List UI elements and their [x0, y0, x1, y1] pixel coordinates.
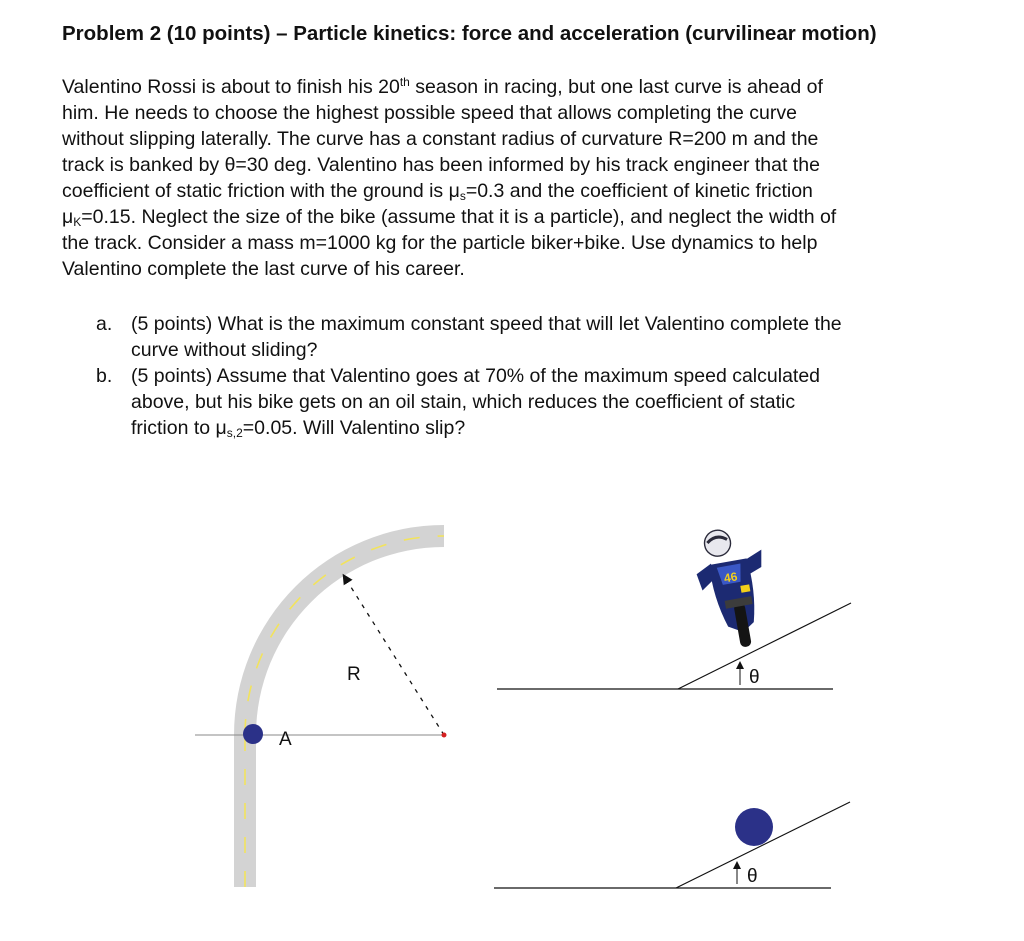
particle-at-a — [243, 724, 263, 744]
slope-line-upper — [678, 603, 851, 689]
particle-slope-figure — [494, 802, 850, 888]
question-a-line-2: curve without sliding? — [131, 339, 318, 361]
track-figure — [195, 525, 447, 887]
question-a-line-1: (5 points) What is the maximum constant speed that will let Valentino complete the — [131, 313, 842, 335]
statement-line-1: Valentino Rossi is about to finish his 20th season in racing, but one last curve is ahead of — [62, 75, 823, 98]
bike-slope-figure — [497, 523, 851, 689]
angle-label-lower: θ — [747, 866, 758, 887]
curve-center-point — [442, 733, 447, 738]
question-b-line-3: friction to $\mu_{s,2}=0.05$. Will Valentino slip? — [131, 417, 466, 440]
angle-label-upper: θ — [749, 667, 760, 688]
motorbike-rider-image — [690, 523, 778, 653]
statement-line-2: him. He needs to choose the highest possible speed that allows completing the curve — [62, 102, 797, 124]
radius-label: R — [347, 664, 361, 685]
problem-title: Problem 2 (10 points) – Particle kinetics: force and acceleration (curvilinear motion) — [62, 22, 877, 45]
question-b-line-2: above, but his bike gets on an oil stain, which reduces the coefficient of static — [131, 391, 796, 413]
question-a-label: a. — [96, 313, 113, 335]
particle-on-slope — [735, 808, 773, 846]
question-b-line-1: (5 points) Assume that Valentino goes at 70% of the maximum speed calculated — [131, 365, 821, 387]
svg-text:46: 46 — [722, 569, 739, 586]
point-a-label: A — [279, 729, 292, 750]
question-b-label: b. — [96, 365, 113, 387]
radius-arrow — [344, 576, 444, 735]
statement-line-4: track is banked by θ=30 deg. Valentino has been informed by his track engineer that the — [62, 154, 820, 176]
statement-line-7: the track. Consider a mass m=1000 kg for the particle biker+bike. Use dynamics to help — [62, 232, 818, 254]
statement-line-8: Valentino complete the last curve of his career. — [62, 258, 465, 280]
track-surface — [234, 525, 444, 887]
statement-line-3: without slipping laterally. The curve has a constant radius of curvature R=200 m and the — [62, 128, 819, 150]
statement-line-5: coefficient of static friction with the ground is $\mu_s=0.3$ and the coefficient of kinetic friction — [62, 180, 813, 203]
statement-line-6: $\mu_K=0.15$. Neglect the size of the bike (assume that it is a particle), and neglect the width of — [62, 206, 837, 229]
